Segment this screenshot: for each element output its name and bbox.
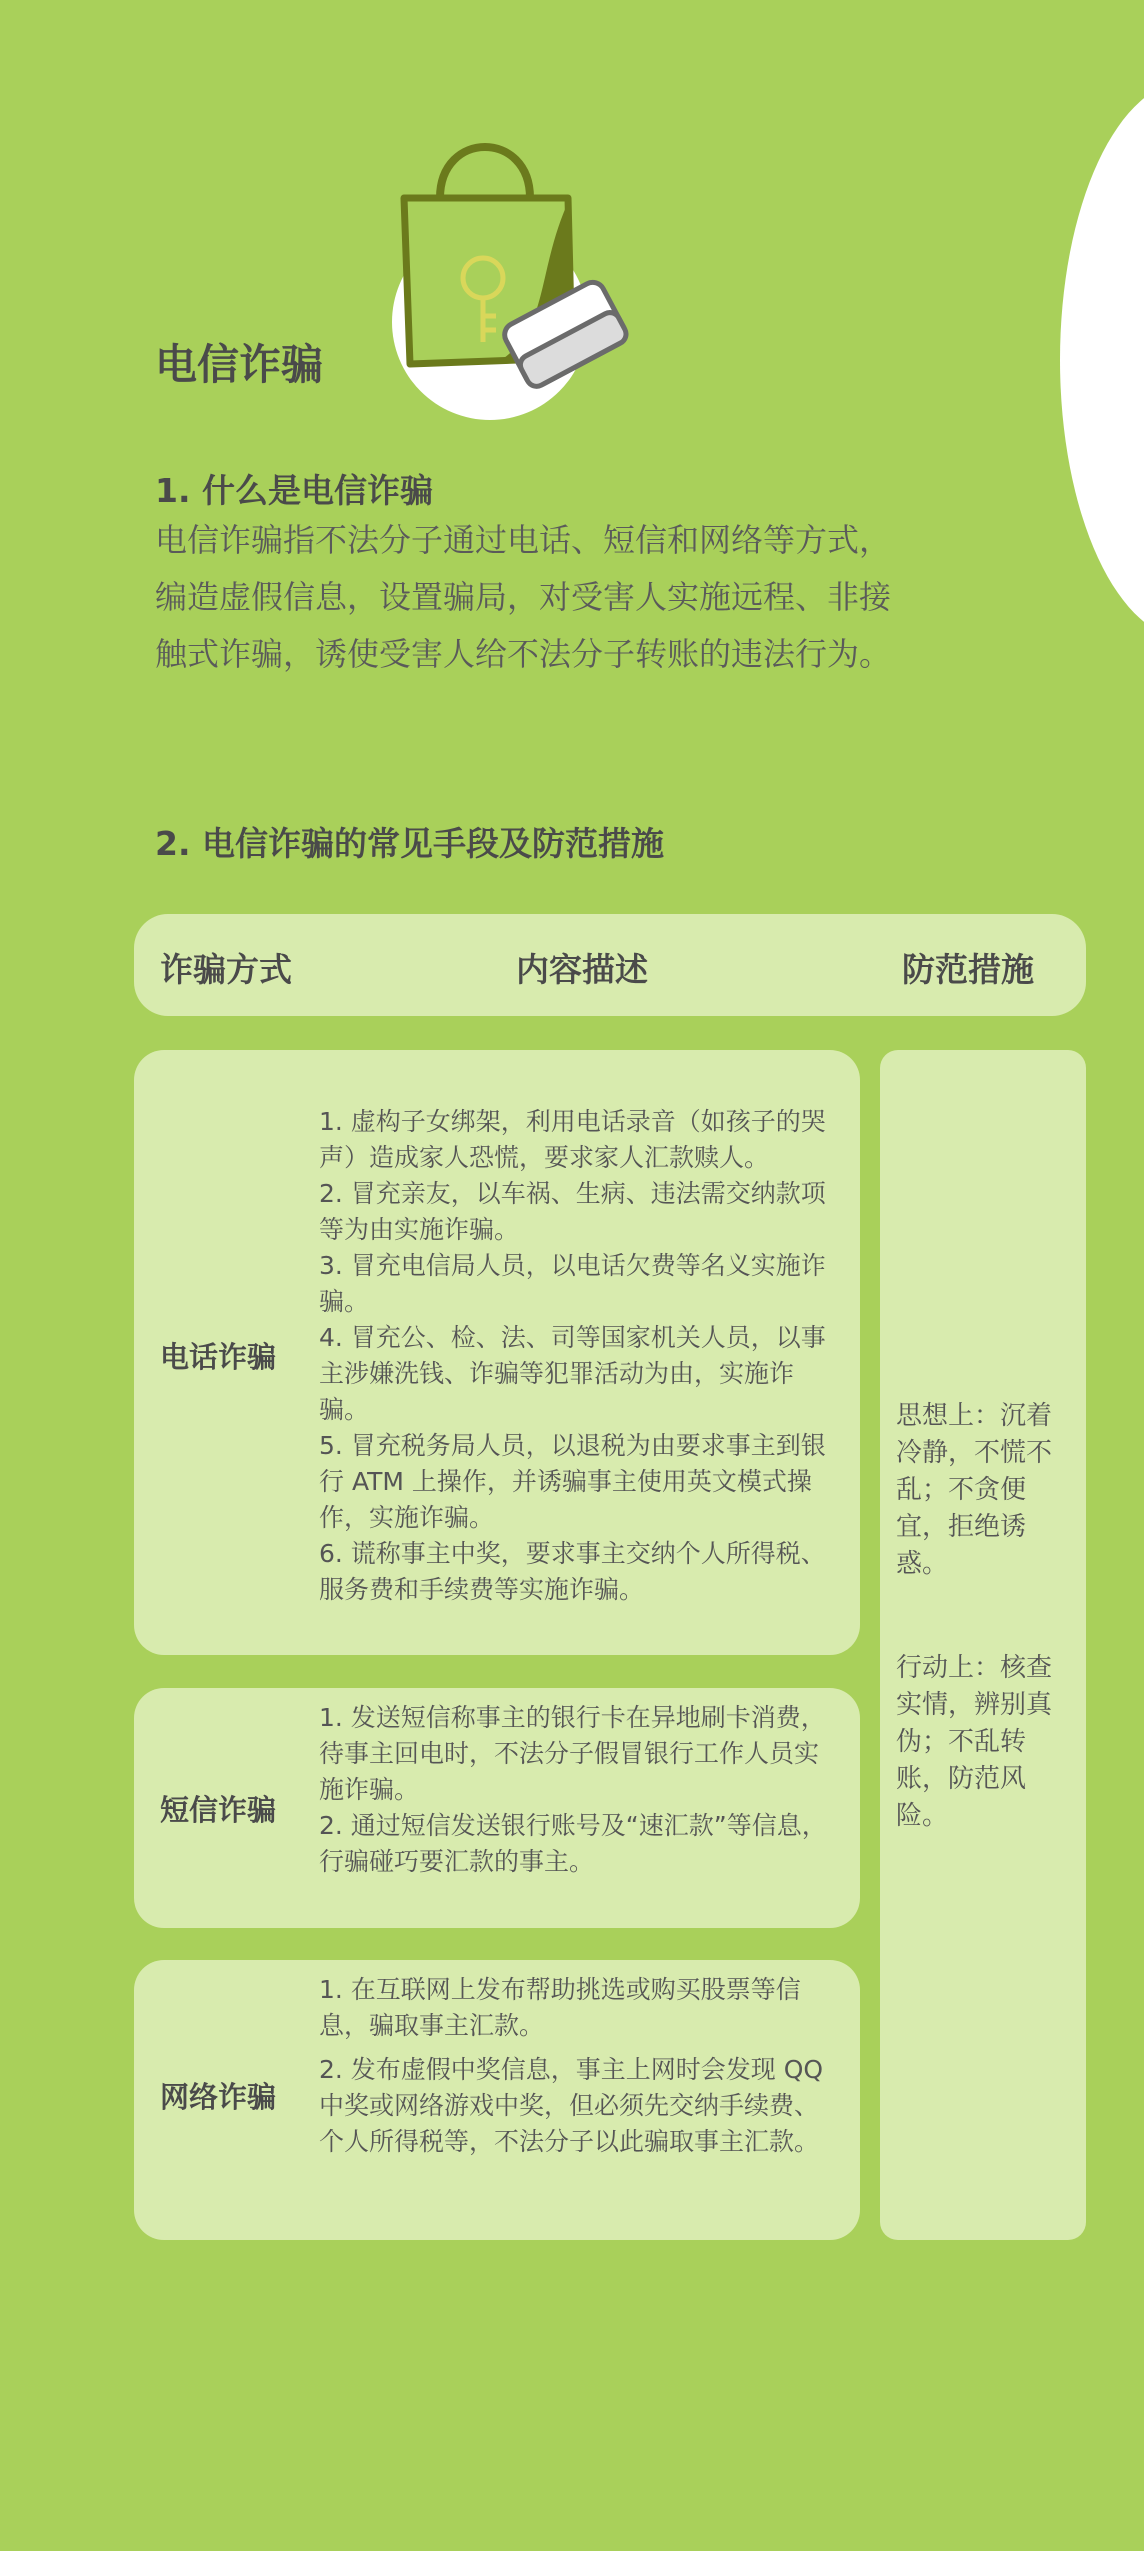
list-item: 3. 冒充电信局人员，以电话欠费等名义实施诈骗。 <box>319 1251 826 1316</box>
decorative-white-shape <box>1060 80 1144 640</box>
row-label: 短信诈骗 <box>160 1793 277 1827</box>
list-item: 6. 谎称事主中奖，要求事主交纳个人所得税、服务费和手续费等实施诈骗。 <box>319 1539 826 1604</box>
list-item: 5. 冒充税务局人员，以退税为由要求事主到银行 ATM 上操作，并诱骗事主使用英文模式操作，实施诈骗。 <box>319 1431 826 1532</box>
shopping-bag-and-card-icon <box>380 120 640 420</box>
list-item: 2. 发布虚假中奖信息，事主上网时会发现 QQ 中奖或网络游戏中奖，但必须先交纳手续费、个人所得税等，不法分子以此骗取事主汇款。 <box>319 2055 824 2156</box>
column-header-description: 内容描述 <box>516 950 648 989</box>
table-row-online-fraud <box>134 1960 860 2240</box>
measure-action: 行动上：核查实情，辨别真伪；不乱转账，防范风险。 <box>896 1653 1053 1831</box>
section-body-definition: 电信诈骗指不法分子通过电话、短信和网络等方式，编造虚假信息，设置骗局，对受害人实施远程、非接触式诈骗，诱使受害人给不法分子转账的违法行为。 <box>155 521 892 673</box>
list-item: 1. 发送短信称事主的银行卡在异地刷卡消费，待事主回电时，不法分子假冒银行工作人员实施诈骗。 <box>319 1703 826 1804</box>
section-heading-what-is: 1. 什么是电信诈骗 <box>155 471 433 510</box>
list-item: 2. 通过短信发送银行账号及“速汇款”等信息，行骗碰巧要汇款的事主。 <box>319 1811 827 1876</box>
list-item: 1. 虚构子女绑架，利用电话录音（如孩子的哭声）造成家人恐慌，要求家人汇款赎人。 <box>319 1107 826 1172</box>
row-description <box>319 1972 839 2160</box>
measure-mindset: 思想上：沉着冷静，不慌不乱；不贪便宜，拒绝诱惑。 <box>896 1401 1053 1579</box>
row-label: 电话诈骗 <box>160 1340 277 1374</box>
list-item: 4. 冒充公、检、法、司等国家机关人员，以事主涉嫌洗钱、诈骗等犯罪活动为由，实施诈骗。 <box>319 1323 826 1424</box>
column-header-method: 诈骗方式 <box>160 950 292 989</box>
table-row-phone-fraud <box>134 1050 860 1655</box>
list-item: 2. 冒充亲友，以车祸、生病、违法需交纳款项等为由实施诈骗。 <box>319 1179 826 1244</box>
prevention-measures-column <box>880 1050 1086 2240</box>
row-description <box>319 1104 839 1608</box>
section-heading-methods: 2. 电信诈骗的常见手段及防范措施 <box>155 824 664 863</box>
page-title: 电信诈骗 <box>155 340 324 389</box>
list-item: 1. 在互联网上发布帮助挑选或购买股票等信息，骗取事主汇款。 <box>319 1975 801 2040</box>
table-row-sms-fraud <box>134 1688 860 1928</box>
column-header-measures: 防范措施 <box>902 950 1034 989</box>
row-label: 网络诈骗 <box>160 2080 277 2114</box>
row-description <box>319 1700 839 1880</box>
table-header <box>134 914 1086 1016</box>
